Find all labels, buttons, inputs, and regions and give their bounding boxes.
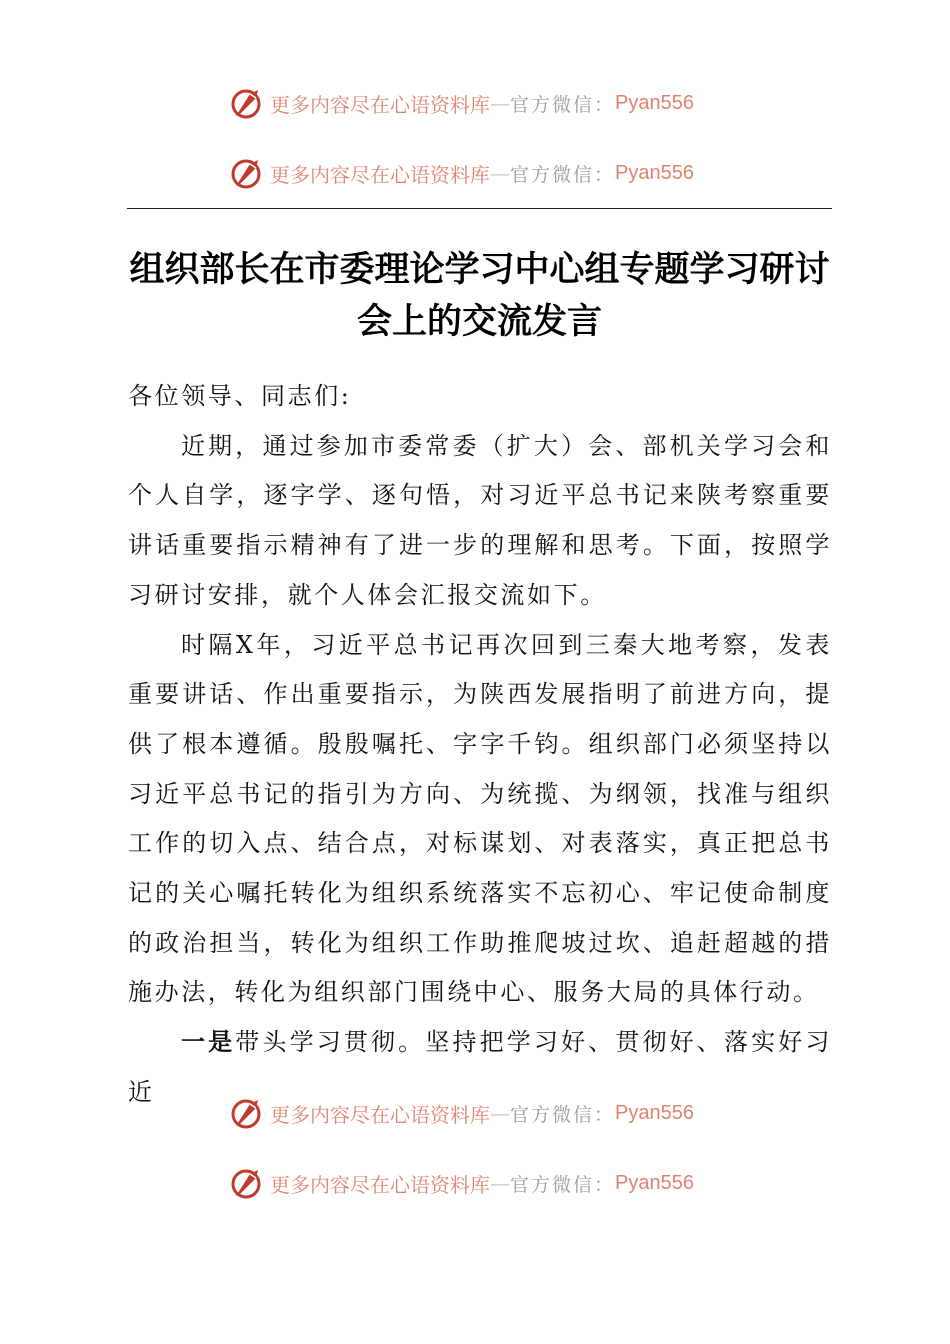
pen-nib-logo-icon bbox=[230, 86, 264, 120]
title-line-2: 会上的交流发言 bbox=[356, 302, 602, 342]
banner-text: 更多内容尽在心语资料库 bbox=[270, 92, 490, 117]
paragraph-3-text: 带头学习贯彻。坚持把学习好、贯彻好、落实好习近 bbox=[128, 1028, 832, 1106]
banner-wechat-id: Pyan556 bbox=[615, 161, 694, 184]
banner-separator: — bbox=[490, 1101, 510, 1125]
banner-separator: — bbox=[490, 91, 510, 115]
pen-nib-logo-icon bbox=[230, 1096, 264, 1130]
banner-wechat-id: Pyan556 bbox=[615, 91, 694, 114]
banner-text: 更多内容尽在心语资料库 bbox=[270, 1102, 490, 1127]
banner-wechat-label: 官方微信： bbox=[510, 163, 616, 186]
header-divider bbox=[127, 208, 832, 209]
banner-wechat-id: Pyan556 bbox=[615, 1101, 694, 1124]
banner-separator: — bbox=[490, 1171, 510, 1195]
banner-text: 更多内容尽在心语资料库 bbox=[270, 1172, 490, 1197]
watermark-banner-top-2 bbox=[230, 153, 750, 193]
paragraph-1: 近期，通过参加市委常委（扩大）会、部机关学习会和个人自学，逐字学、逐句悟，对习近平总书记来陕考察重要讲话重要指示精神有了进一步的理解和思考。下面，按照学习研讨安排，就个人体会汇报交流如下。 bbox=[128, 431, 832, 609]
paragraph-3-lead: 一是 bbox=[181, 1028, 236, 1057]
document-body bbox=[128, 372, 832, 1118]
banner-separator: — bbox=[490, 161, 510, 185]
pen-nib-logo-icon bbox=[230, 1166, 264, 1200]
banner-wechat-label: 官方微信： bbox=[510, 1173, 616, 1196]
pen-nib-logo-icon bbox=[230, 156, 264, 190]
document-title bbox=[122, 244, 837, 348]
paragraph-2: 时隔X年，习近平总书记再次回到三秦大地考察，发表重要讲话、作出重要指示，为陕西发展指明了前进方向，提供了根本遵循。殷殷嘱托、字字千钧。组织部门必须坚持以习近平总书记的指引为方向、为统揽、为纲领，找准与组织工作的切入点、结合点，对标谋划、对表落实，真正把总书记的关心嘱托转化为组织系统落实不忘初心、牢记使命制度的政治担当，转化为组织工作助推爬坡过坎、追赶超越的措施办法，转化为组织部门围绕中心、服务大局的具体行动。 bbox=[128, 630, 832, 1007]
title-line-1: 组织部长在市委理论学习中心组专题学习研讨 bbox=[129, 250, 830, 290]
salutation: 各位领导、同志们: bbox=[128, 382, 352, 410]
watermark-banner-bottom-1 bbox=[230, 1093, 750, 1133]
banner-wechat-label: 官方微信： bbox=[510, 93, 616, 116]
banner-wechat-label: 官方微信： bbox=[510, 1103, 616, 1126]
banner-text: 更多内容尽在心语资料库 bbox=[270, 162, 490, 187]
banner-wechat-id: Pyan556 bbox=[615, 1171, 694, 1194]
watermark-banner-bottom-2 bbox=[230, 1163, 750, 1203]
watermark-banner-top-1 bbox=[230, 83, 750, 123]
